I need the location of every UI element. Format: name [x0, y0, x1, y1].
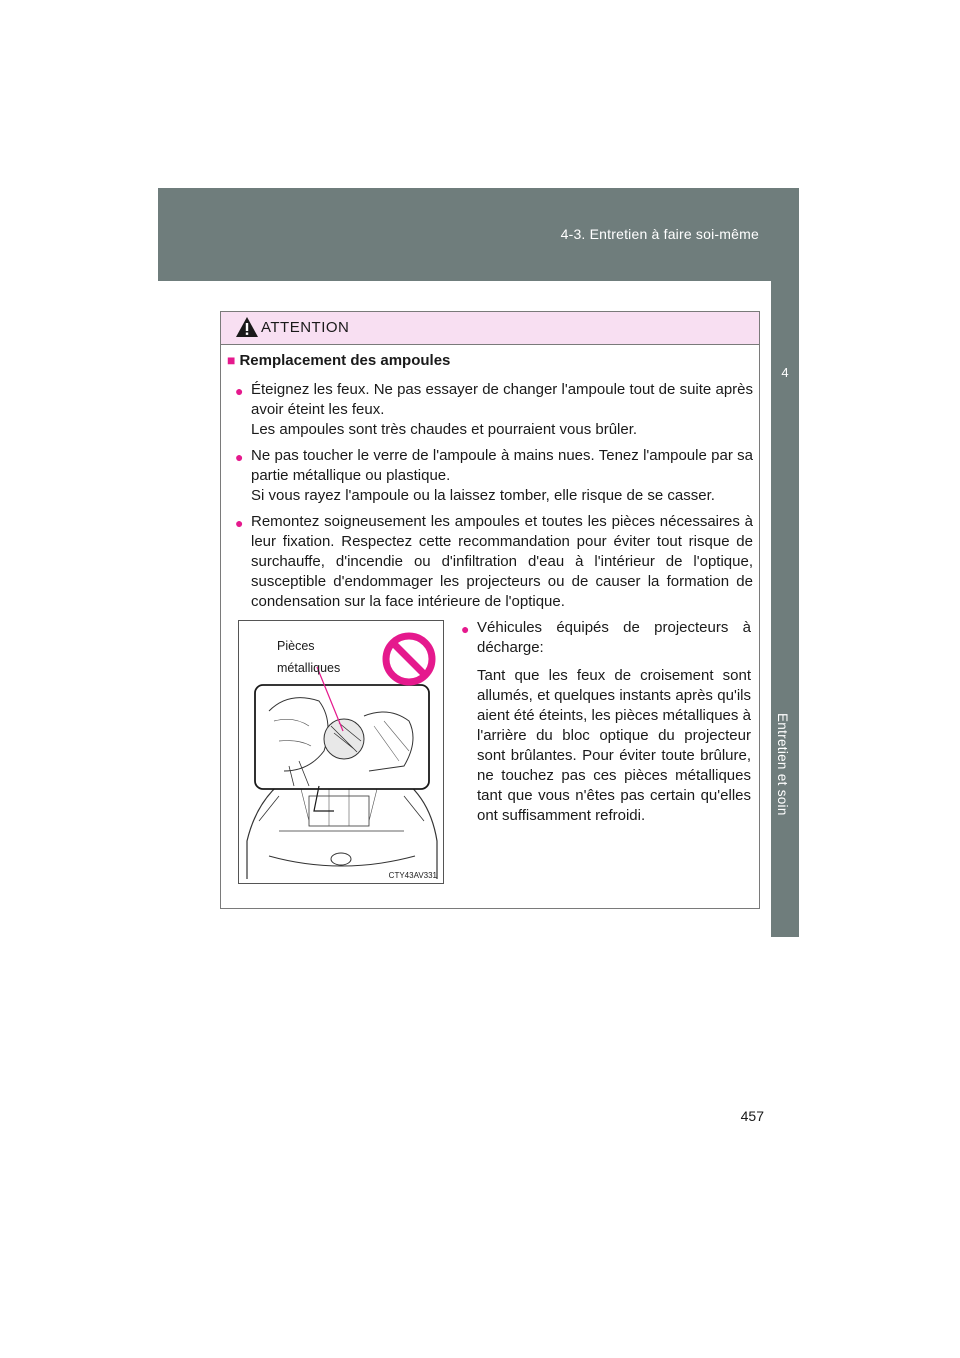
chapter-title: Entretien et soin	[775, 713, 790, 816]
bullet-item	[235, 446, 753, 506]
headlight-illustration	[238, 620, 444, 884]
square-bullet-icon: ■	[227, 352, 236, 368]
bullet-icon: ●	[235, 449, 244, 465]
bullet-item	[235, 512, 753, 612]
bullet-text: Si vous rayez l'ampoule ou la laissez tomber, elle risque de se casser.	[251, 487, 715, 504]
heading-text: Remplacement des ampoules	[239, 352, 451, 369]
figure-code: CTY43AV331	[388, 871, 437, 880]
prohibition-icon	[381, 631, 437, 687]
chapter-number: 4	[781, 365, 789, 380]
callout-label	[277, 635, 340, 679]
callout-line: Pièces	[277, 639, 315, 653]
attention-box	[220, 311, 760, 909]
bullet-icon: ●	[461, 621, 470, 637]
bullet-text: Ne pas toucher le verre de l'ampoule à mains nues. Tenez l'ampoule par sa partie métallique ou plastique.	[251, 447, 753, 484]
discharge-note	[461, 618, 751, 834]
discharge-text: Tant que les feux de croisement sont allumés, et quelques instants après qu'ils aient été éteints, les pièces métalliques à l'arrière du bloc optique du projecteur sont brûlantes. Pour éviter toute brûlure, ne touchez pas ces pièces métalliques tant que vous n'êtes pas certain qu'elles ont suffisamment refroidi.	[477, 667, 751, 824]
bullet-text: Éteignez les feux. Ne pas essayer de changer l'ampoule tout de suite après avoir éteint les feux.	[251, 381, 753, 418]
page-number: 457	[740, 1108, 764, 1124]
warning-triangle-icon	[235, 316, 259, 338]
header-band	[158, 188, 799, 281]
section-heading	[227, 352, 450, 369]
section-title: 4-3. Entretien à faire soi-même	[560, 226, 759, 242]
bullet-text: Les ampoules sont très chaudes et pourraient vous brûler.	[251, 421, 638, 438]
callout-line: métalliques	[277, 661, 341, 675]
attention-label: ATTENTION	[261, 319, 350, 336]
attention-header	[221, 312, 759, 345]
bullet-item	[235, 380, 753, 440]
bullet-text: Remontez soigneusement les ampoules et toutes les pièces nécessaires à leur fixation. Respectez cette recommandation pour éviter tout risque de surchauffe, d'incendie ou d'infiltration d'eau à l'intérieur de l'optique, susceptible d'endommager les projecteurs ou de causer la formation de condensation sur la face intérieure de l'optique.	[251, 513, 753, 610]
chapter-tab	[771, 281, 799, 937]
discharge-title: Véhicules équipés de projecteurs à décharge:	[477, 619, 751, 656]
bullet-icon: ●	[235, 515, 244, 531]
bullet-icon: ●	[235, 383, 244, 399]
